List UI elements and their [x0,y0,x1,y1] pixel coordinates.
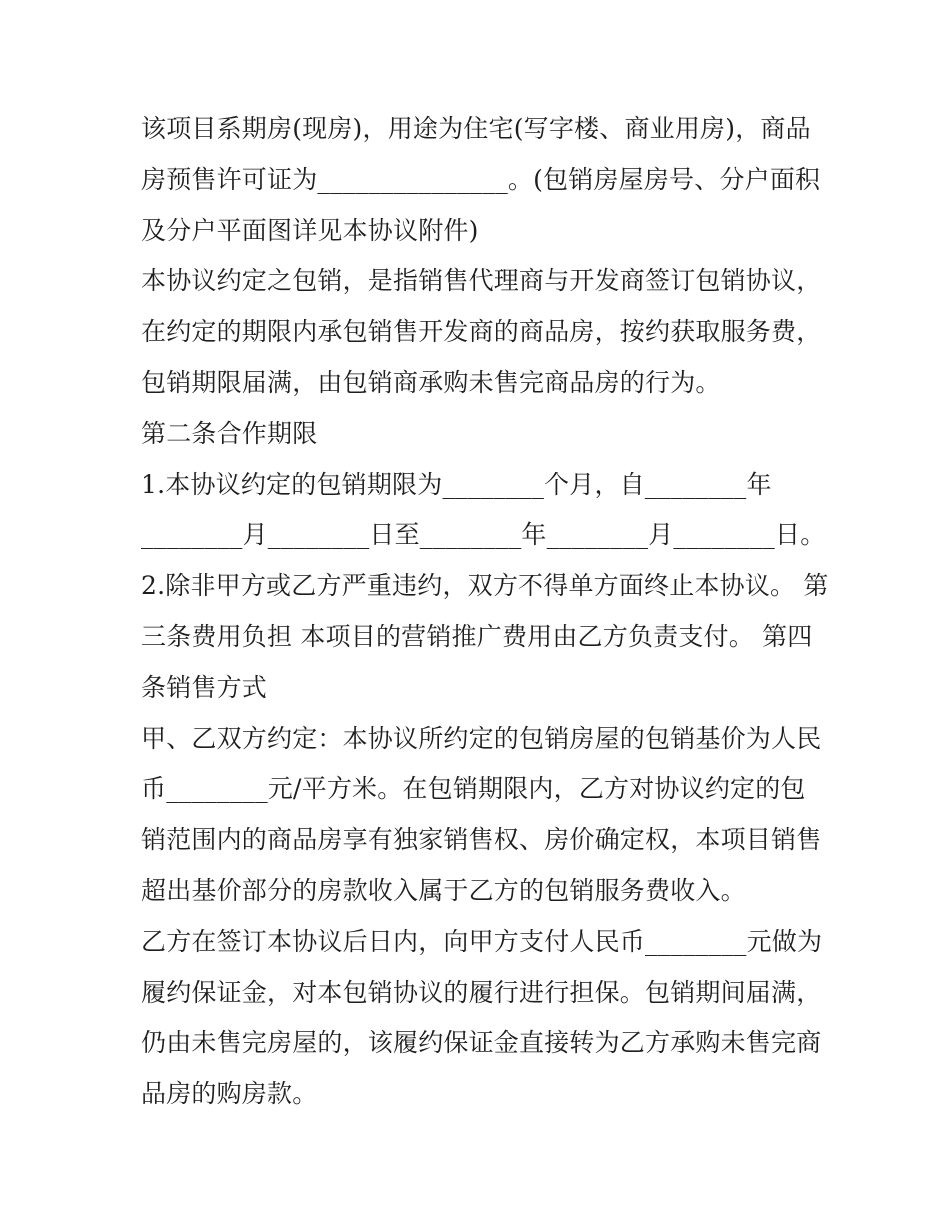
text-line: 品房的购房款。 [141,1079,318,1109]
text-line: 2.除非甲方或乙方严重违约，双方不得单方面终止本协议。 第 [141,571,829,601]
text-line: 履约保证金，对本包销协议的履行进行担保。包销期间届满， [141,977,822,1007]
text-line: 仍由未售完房屋的，该履约保证金直接转为乙方承购未售完商 [141,1028,822,1058]
text-line: 超出基价部分的房款收入属于乙方的包销服务费收入。 [141,875,746,905]
text-line: 在约定的期限内承包销售开发商的商品房，按约获取服务费， [141,317,822,347]
text-line: 及分户平面图详见本协议附件) [141,215,479,245]
text-line: 甲、乙双方约定：本协议所约定的包销房屋的包销基价为人民 [141,723,822,753]
text-line: 本协议约定之包销，是指销售代理商与开发商签订包销协议， [141,266,822,296]
text-line: 乙方在签订本协议后日内，向甲方支付人民币________元做为 [141,926,823,956]
text-line: 包销期限届满，由包销商承购未售完商品房的行为。 [141,367,721,397]
text-line: 三条费用负担 本项目的营销推广费用由乙方负责支付。 第四 [141,621,813,651]
text-line: 币________元/平方米。在包销期限内，乙方对协议约定的包 [141,774,806,804]
text-line: 1.本协议约定的包销期限为________个月，自________年 [141,469,772,499]
section-heading: 第二条合作期限 [141,418,318,448]
text-line: ________月________日至________年________月________日。 [141,520,826,550]
text-line: 条销售方式 [141,672,268,702]
text-line: 该项目系期房(现房)，用途为住宅(写字楼、商业用房)，商品 [141,114,811,143]
text-line: 房预售许可证为_______________。(包销房屋房号、分户面积 [141,164,821,194]
document-body [141,104,829,1120]
text-line: 销范围内的商品房享有独家销售权、房价确定权，本项目销售 [141,825,822,855]
